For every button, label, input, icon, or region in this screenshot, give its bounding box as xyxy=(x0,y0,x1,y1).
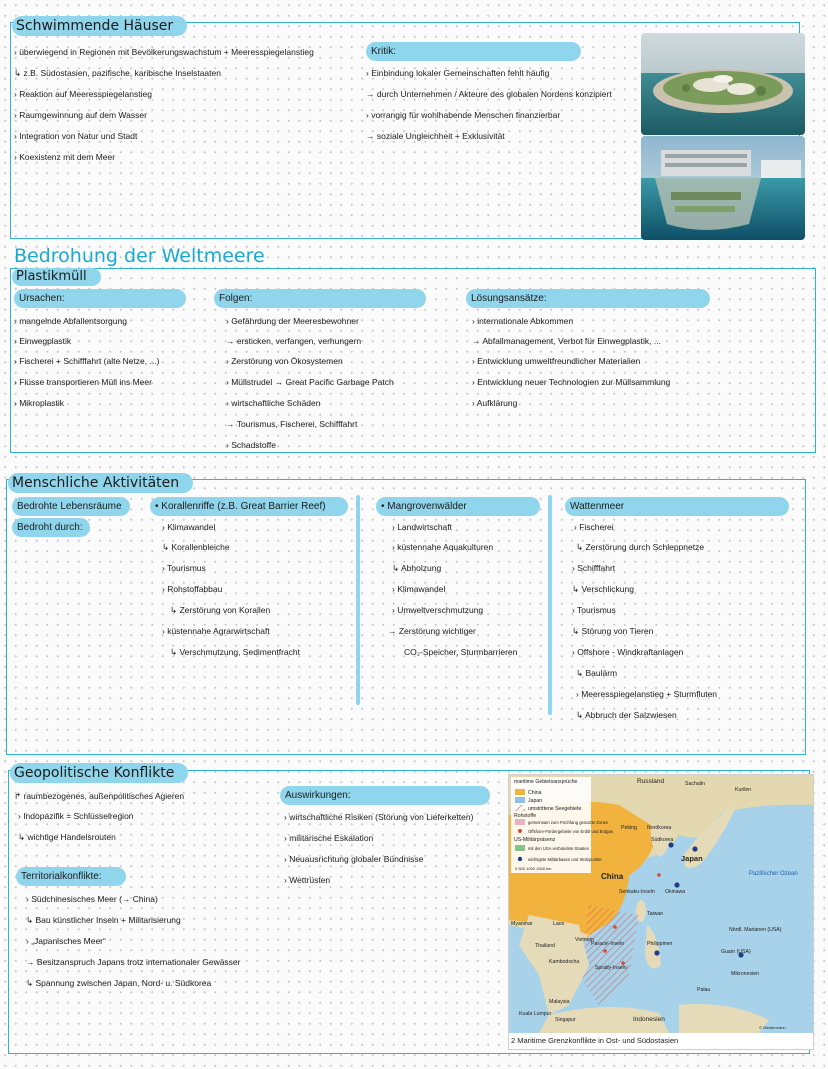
map-label: Nördl. Marianen (USA) xyxy=(729,927,782,933)
solutions-line: → Abfallmanagement, Verbot für Einwegplastik, ... xyxy=(472,336,661,346)
map-label: Spratly-Inseln xyxy=(595,965,627,971)
map-label: China xyxy=(601,872,624,881)
causes-line: › mangelnde Abfallentsorgung xyxy=(14,316,127,326)
map-label: Indonesien xyxy=(633,1016,665,1023)
map-label: Kurilen xyxy=(735,787,752,793)
plastic-subtitle: Plastikmüll xyxy=(12,268,101,286)
wadden-line: ↳ Störung von Tieren xyxy=(572,626,654,636)
consequences-line: › Müllstrudel → Great Pacific Garbage Patch xyxy=(226,377,394,387)
territorial-line: ↳ Bau künstlicher Inseln + Militarisierung xyxy=(26,915,181,925)
map-legend: maritime Gebietsansprüche xyxy=(514,779,578,785)
mangrove-line: ↳ Abholzung xyxy=(392,563,442,573)
floating-houses-line: › Reaktion auf Meeresspiegelanstieg xyxy=(14,89,152,99)
solutions-pill: Lösungsansätze: xyxy=(466,289,710,308)
map-label: Palau xyxy=(697,987,711,993)
causes-line: › Fischerei + Schifffahrt (alte Netze, ...) xyxy=(14,356,160,366)
map-label: Malaysia xyxy=(549,999,570,1005)
map-legend: Offshore-Fördergebiete von Erdöl und Erdgas xyxy=(528,829,613,834)
map-label: Sachalin xyxy=(685,781,705,787)
geopolitics-line: ↳ wichtige Handelsrouten xyxy=(18,832,116,842)
map-label: Nordkorea xyxy=(647,825,672,831)
map-legend: umstrittene Seegebiete xyxy=(528,806,582,812)
map-label: Taiwan xyxy=(647,911,664,917)
column-divider xyxy=(548,495,552,715)
coral-line: › küstennahe Agrarwirtschaft xyxy=(162,626,270,636)
map-label: Guam (USA) xyxy=(721,949,751,955)
wadden-line: ↳ Baulärm xyxy=(576,668,618,678)
consequences-line: › wirtschaftliche Schäden xyxy=(226,398,321,408)
map-label: Pazifischer Ozean xyxy=(749,871,798,877)
mangrove-line: › Landwirtschaft xyxy=(392,522,452,532)
criticism-line: › Einbindung lokaler Gemeinschaften fehlt häufig xyxy=(366,68,550,78)
wadden-sea-pill: Wattenmeer xyxy=(565,497,789,516)
solutions-line: › internationale Abkommen xyxy=(472,316,574,326)
floating-houses-line: › überwiegend in Regionen mit Bevölkerungswachstum + Meeresspiegelanstieg xyxy=(14,47,314,57)
map-label: Thailand xyxy=(535,943,555,949)
mangrove-line: › Klimawandel xyxy=(392,584,446,594)
map-label: Paracel-Inseln xyxy=(591,941,625,947)
criticism-line: → durch Unternehmen / Akteure des globalen Nordens konzipiert xyxy=(366,89,612,99)
coral-line: ↳ Verschmutzung, Sedimentfracht xyxy=(170,647,300,657)
map-caption: 2 Maritime Grenzkonflikte in Ost- und Südostasien xyxy=(511,1036,679,1045)
map-label: Vietnam xyxy=(575,937,594,943)
coral-line: › Klimawandel xyxy=(162,522,216,532)
solutions-line: › Entwicklung umweltfreundlicher Materialien xyxy=(472,356,641,366)
territorial-line: ↳ Spannung zwischen Japan, Nord- u. Südkorea xyxy=(26,978,212,988)
floating-houses-line: › Raumgewinnung auf dem Wasser xyxy=(14,110,147,120)
mangrove-line: CO₂-Speicher, Sturmbarrieren xyxy=(404,647,518,657)
map-label: Russland xyxy=(637,778,665,785)
criticism-line: › vorrangig für wohlhabende Menschen finanzierbar xyxy=(366,110,561,120)
wadden-line: › Meeresspiegelanstieg + Sturmfluten xyxy=(576,689,718,699)
wadden-line: ↳ Zerstörung durch Schleppnetze xyxy=(576,542,705,552)
geopolitics-title: Geopolitische Konflikte xyxy=(10,763,188,783)
consequences-line: › Schadstoffe xyxy=(226,440,276,450)
floating-city-photo xyxy=(641,33,805,135)
territorial-line: → Besitzanspruch Japans trotz internationaler Gewässer xyxy=(26,957,241,967)
territorial-line: › Südchinesisches Meer (→ China) xyxy=(26,894,158,904)
map-label: Kambodscha xyxy=(549,959,580,965)
map-legend: Rohstoffe xyxy=(514,813,537,819)
coral-line: › Tourismus xyxy=(162,563,206,573)
wadden-line: › Fischerei xyxy=(574,522,614,532)
mangrove-line: › Umweltverschmutzung xyxy=(392,605,484,615)
maritime-conflicts-map xyxy=(508,774,814,1050)
causes-pill: Ursachen: xyxy=(14,289,186,308)
floating-houses-line: › Integration von Natur und Stadt xyxy=(14,131,138,141)
map-label: Japan xyxy=(681,854,703,863)
causes-line: › Mikroplastik xyxy=(14,398,65,408)
mangrove-line: → Zerstörung wichtiger xyxy=(388,626,476,636)
threatened-by-pill: Bedroht durch: xyxy=(12,518,90,537)
wadden-line: ↳ Abbruch der Salzwiesen xyxy=(576,710,677,720)
coral-line: ↳ Zerstörung von Korallen xyxy=(170,605,271,615)
map-legend: gemeinsam zum Fischfang genutzte Zonen xyxy=(528,820,609,825)
floating-houses-line: ↳ z.B. Südostasien, pazifische, karibische Inselstaaten xyxy=(14,68,221,78)
map-legend: wichtigste Militärbasen und Stützpunkte xyxy=(528,857,602,862)
effects-line: › militärische Eskalation xyxy=(284,833,374,843)
map-legend: US-Militärpräsenz xyxy=(514,837,556,843)
geopolitics-line: › Indopazifik = Schlüsselregion xyxy=(18,811,134,821)
territorial-conflicts-pill: Territorialkonflikte: xyxy=(16,867,126,886)
floating-house-render-photo xyxy=(641,136,805,240)
causes-line: › Einwegplastik xyxy=(14,336,72,346)
map-label: Peking xyxy=(621,825,637,831)
human-activities-title: Menschliche Aktivitäten xyxy=(8,473,193,493)
solutions-line: › Entwicklung neuer Technologien zur Müllsammlung xyxy=(472,377,671,387)
floating-houses-line: › Koexistenz mit dem Meer xyxy=(14,152,116,162)
causes-line: › Flüsse transportieren Müll ins Meer xyxy=(14,377,152,387)
criticism-line: → soziale Ungleichheit + Exklusivität xyxy=(366,131,505,141)
ocean-threat-title: Bedrohung der Weltmeere xyxy=(14,245,265,267)
effects-line: › wirtschaftliche Risiken (Störung von Lieferketten) xyxy=(284,812,474,822)
map-label: Südkorea xyxy=(651,837,674,843)
consequences-pill: Folgen: xyxy=(214,289,426,308)
coral-line: ↳ Korallenbleiche xyxy=(162,542,230,552)
map-label: Senkaku-Inseln xyxy=(619,889,655,895)
consequences-line: › Gefährdung der Meeresbewohner xyxy=(226,316,359,326)
territorial-line: › „Japanisches Meer“ xyxy=(26,936,106,946)
coral-reef-pill: • Korallenriffe (z.B. Great Barrier Reef) xyxy=(150,497,348,516)
floating-houses-title: Schwimmende Häuser xyxy=(12,16,187,36)
column-divider xyxy=(356,495,360,705)
wadden-line: ↳ Verschlickung xyxy=(572,584,634,594)
consequences-line: → Tourismus, Fischerei, Schifffahrt xyxy=(226,419,358,429)
habitats-pill: Bedrohte Lebensräume xyxy=(12,497,130,516)
map-legend: China xyxy=(528,790,542,796)
map-label: Kuala Lumpur xyxy=(519,1011,552,1017)
effects-line: › Neuausrichtung globaler Bündnisse xyxy=(284,854,424,864)
coral-line: › Rohstoffabbau xyxy=(162,584,223,594)
criticism-pill: Kritik: xyxy=(366,42,581,61)
map-label: Philippinen xyxy=(647,941,673,947)
consequences-line: › Zerstörung von Ökosystemen xyxy=(226,356,343,366)
mangrove-line: › küstennahe Aquakulturen xyxy=(392,542,494,552)
map-legend: mit den USA verbündete Staaten xyxy=(528,846,589,851)
wadden-line: › Schifffahrt xyxy=(572,563,616,573)
consequences-line: → ersticken, verfangen, verhungern xyxy=(226,336,362,346)
effects-pill: Auswirkungen: xyxy=(280,786,490,805)
wadden-line: › Tourismus xyxy=(572,605,616,615)
map-label: Myanmar xyxy=(511,921,533,927)
effects-line: › Wettrüsten xyxy=(284,875,331,885)
geopolitics-line: ↱ raumbezogenes, außenpolitisches Agieren xyxy=(14,791,185,801)
wadden-line: › Offshore - Windkraftanlagen xyxy=(572,647,684,657)
map-legend: Japan xyxy=(528,798,543,804)
map-label: Singapur xyxy=(555,1017,576,1023)
mangrove-pill: • Mangrovenwälder xyxy=(376,497,540,516)
map-label: Mikronesien xyxy=(731,971,759,977)
map-label: © Westermann xyxy=(759,1025,786,1030)
map-scale: 0 500 1000 1500 km xyxy=(515,866,552,871)
solutions-line: › Aufklärung xyxy=(472,398,518,408)
map-label: Okinawa xyxy=(665,889,686,895)
map-label: Laos xyxy=(553,921,565,927)
